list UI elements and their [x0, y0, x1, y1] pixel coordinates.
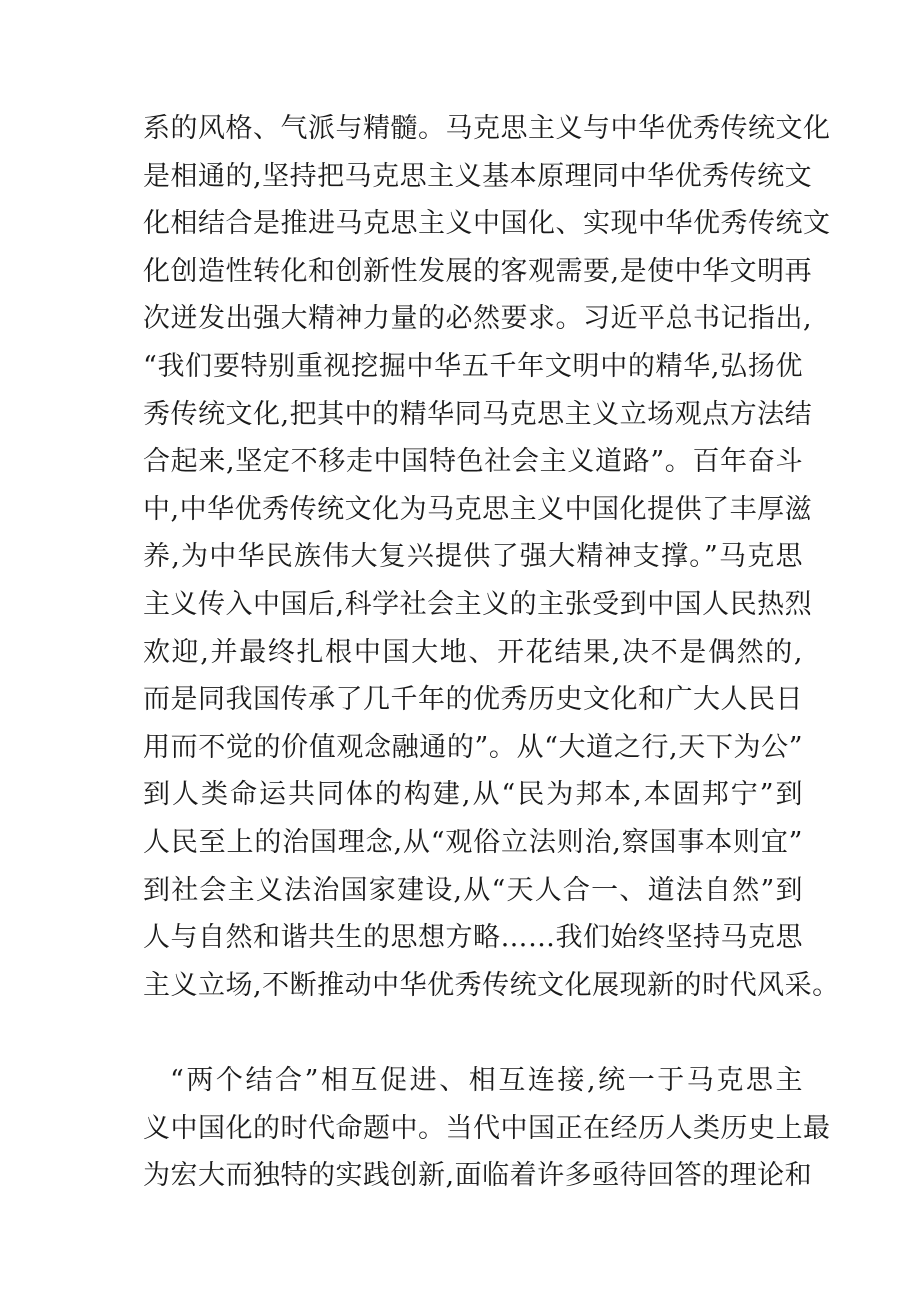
text-line: “我们要特别重视挖掘中华五千年文明中的精华,弘扬优 — [143, 350, 803, 382]
text-line: 次迸发出强大精神力量的必然要求。习近平总书记指出, — [143, 303, 813, 335]
text-line: 到人类命运共同体的构建,从“民为邦本,本固邦宁”到 — [143, 779, 803, 811]
text-line: 而是同我国传承了几千年的优秀历史文化和广大人民日 — [143, 684, 803, 716]
text-line: 养,为中华民族伟大复兴提供了强大精神支撑。”马克思 — [143, 541, 803, 573]
text-line: 欢迎,并最终扎根中国大地、开花结果,决不是偶然的, — [143, 636, 803, 668]
text-line: 化相结合是推进马克思主义中国化、实现中华优秀传统文 — [143, 208, 831, 240]
text-line: 到社会主义法治国家建设,从“天人合一、道法自然”到 — [143, 874, 803, 906]
text-line: 主义立场,不断推动中华优秀传统文化展现新的时代风采。 — [143, 969, 840, 1001]
text-line: 秀传统文化,把其中的精华同马克思主义立场观点方法结 — [143, 398, 813, 430]
text-line: 主义传入中国后,科学社会主义的主张受到中国人民热烈 — [143, 588, 813, 620]
text-line: 合起来,坚定不移走中国特色社会主义道路”。百年奋斗 — [143, 446, 803, 478]
paragraph-1 — [143, 105, 840, 1009]
text-line: 义中国化的时代命题中。当代中国正在经历人类历史上最 — [143, 1112, 831, 1144]
text-line: 人与自然和谐共生的思想方略……我们始终坚持马克思 — [143, 922, 803, 954]
text-line: 是相通的,坚持把马克思主义基本原理同中华优秀传统文 — [143, 160, 813, 192]
text-line: “两个结合”相互促进、相互连接,统一于马克思主 — [170, 1065, 803, 1096]
text-line: 中,中华优秀传统文化为马克思主义中国化提供了丰厚滋 — [143, 493, 813, 525]
text-line: 人民至上的治国理念,从“观俗立法则治,察国事本则宜” — [143, 826, 803, 858]
text-line: 用而不觉的价值观念融通的”。从“大道之行,天下为公” — [143, 731, 803, 763]
text-line: 为宏大而独特的实践创新,面临着许多亟待回答的理论和 — [143, 1160, 813, 1192]
text-line: 化创造性转化和创新性发展的客观需要,是使中华文明再 — [143, 255, 813, 287]
text-line: 系的风格、气派与精髓。马克思主义与中华优秀传统文化 — [143, 113, 831, 144]
paragraph-2 — [143, 1057, 831, 1200]
